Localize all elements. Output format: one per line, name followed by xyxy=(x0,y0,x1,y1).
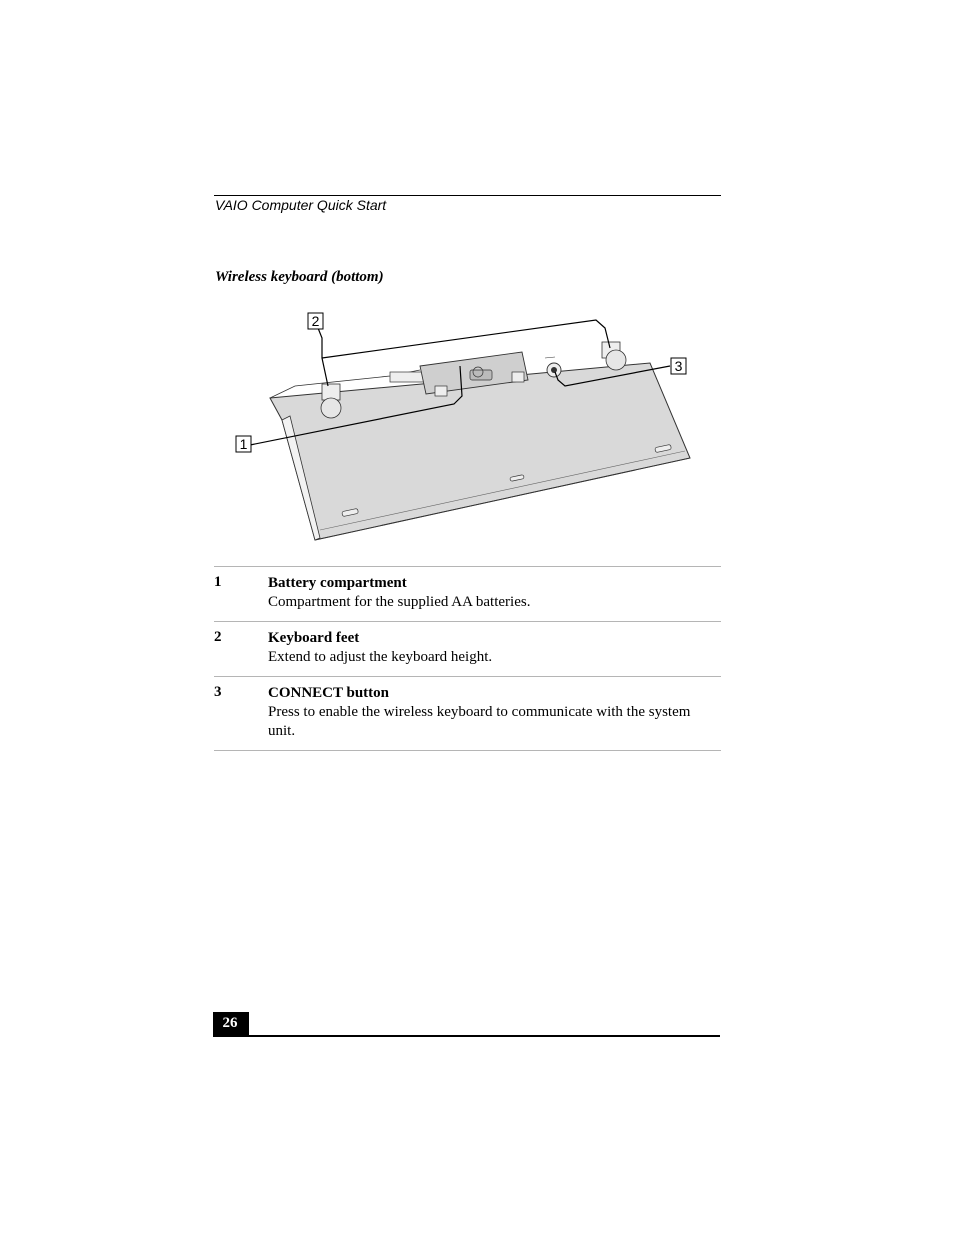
footer-rule xyxy=(213,1035,720,1037)
running-header: VAIO Computer Quick Start xyxy=(215,197,387,213)
item-title: Keyboard feet xyxy=(268,630,360,646)
item-title: CONNECT button xyxy=(268,685,390,701)
page-number: 26 xyxy=(222,1015,238,1031)
parts-table-row xyxy=(214,676,721,751)
item-title: Battery compartment xyxy=(268,575,407,591)
page-number-box xyxy=(213,1012,249,1036)
parts-table xyxy=(214,566,721,751)
svg-text:3: 3 xyxy=(674,358,683,374)
callout-3 xyxy=(671,358,686,374)
keyboard-foot-left xyxy=(321,384,341,418)
item-number: 1 xyxy=(214,574,222,590)
callout-2 xyxy=(308,313,323,329)
parts-table-row xyxy=(214,566,721,621)
keyboard-bottom-illustration xyxy=(230,308,700,548)
svg-text:2: 2 xyxy=(311,313,320,329)
item-number: 2 xyxy=(214,629,222,645)
header-rule xyxy=(214,195,721,196)
svg-text:1: 1 xyxy=(239,436,248,452)
item-description: Extend to adjust the keyboard height. xyxy=(268,649,493,665)
parts-table-row xyxy=(214,621,721,676)
item-number: 3 xyxy=(214,684,222,700)
item-description: Press to enable the wireless keyboard to communicate with the system unit. xyxy=(268,704,691,739)
keyboard-foot-right xyxy=(602,342,626,370)
callout-1 xyxy=(236,436,251,452)
figure-caption: Wireless keyboard (bottom) xyxy=(215,269,384,285)
item-description: Compartment for the supplied AA batteries. xyxy=(268,594,531,610)
